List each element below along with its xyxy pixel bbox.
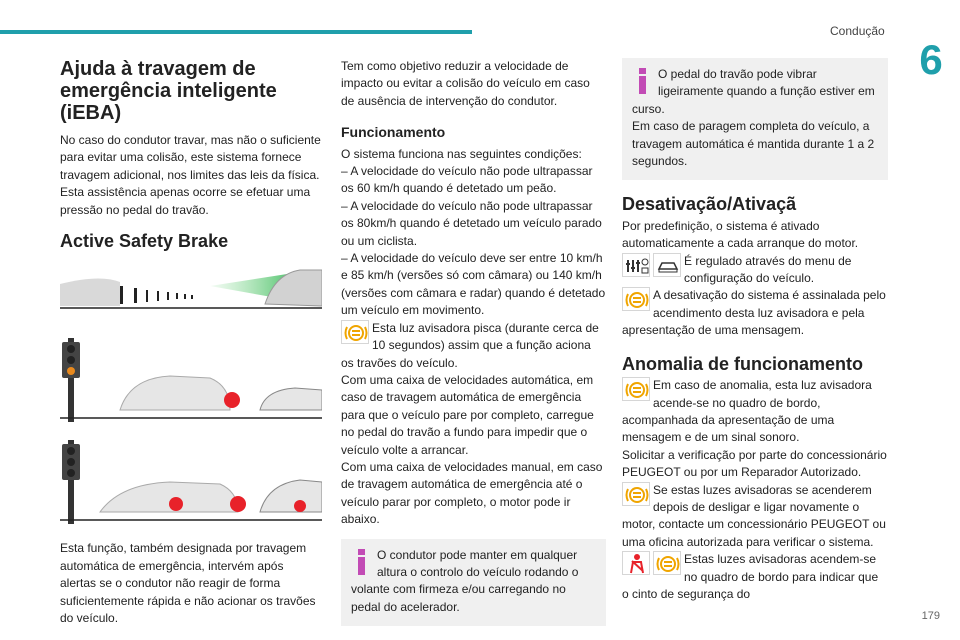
condition-moving-vehicle: – A velocidade do veículo deve ser entre 10 km/h e 85 km/h (versões só com câmara) ou 140 km/h (versões com câmara e radar) quando é detetado um veículo em movimento.	[341, 251, 606, 318]
chapter-name: Condução	[830, 24, 885, 38]
asb-title: Active Safety Brake	[60, 231, 229, 252]
chapter-number: 6	[919, 36, 943, 83]
settings-car-icon	[622, 253, 650, 277]
fault-lamps2-text: Se estas luzes avisadoras se acenderem depois de desligar e ligar novamente o motor, contacte um concessionário PEUGEOT ou uma oficina autorizada para verificar o sistema.	[622, 482, 886, 549]
eba-paragraph-2: Esta assistência apenas ocorre se efetuar uma pressão no pedal do travão.	[60, 185, 311, 217]
illustration-traffic-light-double	[60, 440, 322, 528]
auto-gearbox-text: Com uma caixa de velocidades automática, em caso de travagem automática de emergência para que o veículo pare por completo, carregue no pedal do travão a fundo para impedir que o veículo volte a arrancar.	[341, 372, 594, 457]
brake-lamp-line	[341, 320, 606, 372]
condition-stopped-vehicle: – A velocidade do veículo não pode ultrapassar os 80km/h quando é detetado um veículo parado ou um ciclista.	[341, 198, 602, 248]
info-icon	[632, 66, 654, 96]
brake-lamp-text: Esta luz avisadora pisca (durante cerca de 10 segundos) assim que a função aciona os travões do veículo.	[341, 320, 599, 370]
info-box-driver-control	[341, 539, 606, 627]
seatbelt-red-icon	[622, 551, 650, 575]
eba-title: Ajuda à travagem de emergência inteligente (iEBA)	[60, 58, 277, 124]
column-1	[60, 58, 322, 627]
settings-line	[622, 253, 888, 288]
fault-lamps3-text: Estas luzes avisadoras acendem-se no quadro de bordo para indicar que o cinto de segurança do	[622, 552, 879, 601]
deactivation-lamp-text: A desativação do sistema é assinalada pelo acendimento desta luz avisadora e pela apresentação de uma mensagem.	[622, 288, 886, 338]
manual-gearbox-text: Com uma caixa de velocidades manual, em caso de travagem automática de emergência até o veículo parar por completo, o motor pode ir abaixo.	[341, 459, 603, 527]
column-3	[622, 58, 888, 603]
deactivation-intro: Por predefinição, o sistema é ativado automaticamente a cada arranque do motor.	[622, 218, 859, 251]
amber-brake-lamp-icon	[622, 377, 650, 401]
illustration-car-warning	[60, 264, 322, 324]
fault-title: Anomalia de funcionamento	[622, 353, 864, 374]
header-accent-bar	[0, 30, 472, 34]
info-box-pedal-vibration	[622, 58, 888, 180]
column-2	[341, 58, 606, 626]
condition-pedestrian: – A velocidade do veículo não pode ultrapassar os 60 km/h quando é detetado um peão.	[341, 164, 593, 196]
deactivation-lamp-line	[622, 287, 888, 339]
fault-lamps2-line	[622, 482, 888, 552]
fault-dealer-text: Solicitar a verificação por parte do concessionário PEUGEOT ou por um Reparador Autorizado.	[622, 447, 887, 480]
page-number: 179	[921, 610, 940, 622]
car-menu-icon	[653, 253, 681, 277]
illustration-traffic-light-single	[60, 338, 322, 426]
info-stop-text: Em caso de paragem completa do veículo, a travagem automática é mantida durante 1 a 2 segundos.	[632, 119, 875, 169]
amber-brake-lamp-icon	[653, 551, 681, 575]
settings-text: É regulado através do menu de configuração do veículo.	[684, 253, 852, 286]
fault-lamp-text: Em caso de anomalia, esta luz avisadora acende-se no quadro de bordo, acompanhada da apresentação de uma mensagem e de um sinal sonoro.	[622, 378, 872, 445]
info-icon	[351, 547, 373, 577]
fault-lamps3-line	[622, 551, 888, 603]
deactivation-title: Desativação/Ativaçã	[622, 194, 797, 215]
asb-intro: Tem como objetivo reduzir a velocidade de impacto ou evitar a colisão do veículo em caso de ausência de intervenção do condutor.	[341, 59, 590, 108]
info-text: O condutor pode manter em qualquer altura o controlo do veículo rodando o volante com firmeza e/ou carregando no pedal do acelerador.	[351, 547, 579, 614]
amber-brake-lamp-icon	[622, 287, 650, 311]
amber-brake-lamp-icon	[341, 320, 369, 344]
info-vibration-text: O pedal do travão pode vibrar ligeiramente quando a função estiver em curso.	[632, 67, 875, 116]
amber-brake-lamp-icon	[622, 482, 650, 506]
eba-paragraph-1: No caso do condutor travar, mas não o suficiente para evitar uma colisão, este sistema fornece travagem adicional, nos limites das leis da física.	[60, 133, 321, 182]
fault-lamp-line	[622, 377, 888, 447]
conditions-intro: O sistema funciona nas seguintes condições:	[341, 146, 582, 161]
funcionamento-title: Funcionamento	[341, 124, 446, 141]
asb-paragraph: Esta função, também designada por travagem automática de emergência, intervém após alertas se o condutor não reagir de forma suficientemente rápida e não acionar os travões do veículo.	[60, 541, 316, 626]
